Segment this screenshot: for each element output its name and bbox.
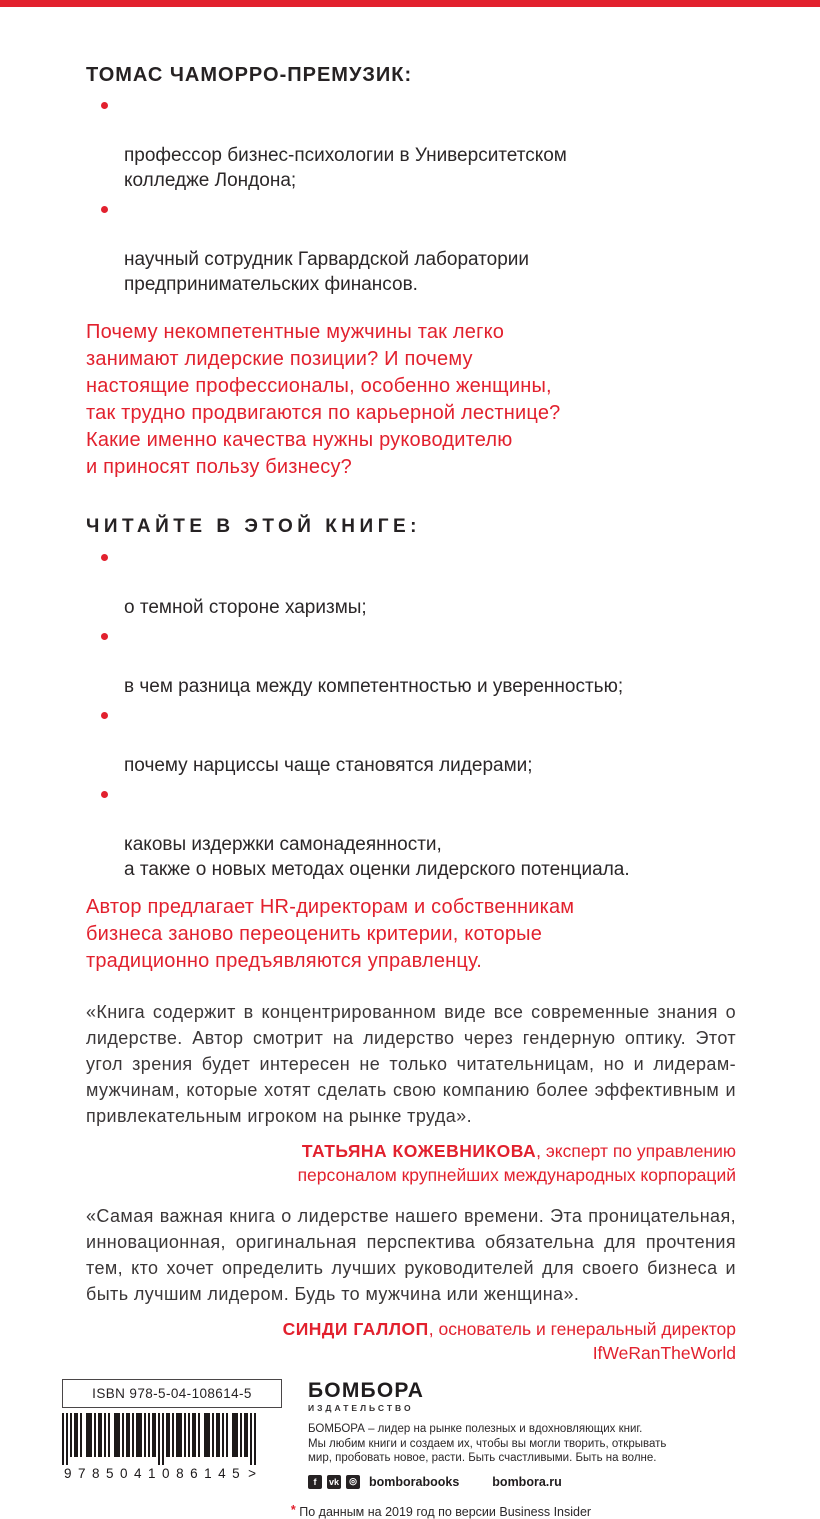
author-bullet-text: научный сотрудник Гарвардской лаборатории предпринимательских финансов. (124, 249, 530, 295)
publisher-description: БОМБОРА – лидер на рынке полезных и вдохновляющих книг. Мы любим книги и создаем их, чтобы вы могли творить, открывать мир, пробовать новое, расти. Быть счастливыми. Быть на волне. (308, 1423, 667, 1464)
cover-content (0, 7, 820, 1519)
attribution-name: ТАТЬЯНА КОЖЕВНИКОВА (301, 1141, 537, 1161)
isbn-label: ISBN 978-5-04-108614-5 (62, 1379, 282, 1408)
publisher-logo: БОМБОРА (308, 1379, 425, 1402)
read-bullet-item (86, 545, 736, 620)
social-row (308, 1475, 736, 1489)
read-bullet-item (86, 624, 736, 699)
read-section-heading: ЧИТАЙТЕ В ЭТОЙ КНИГЕ: (86, 516, 421, 537)
read-bullet-text: в чем разница между компетентностью и уверенностью; (124, 676, 624, 697)
quote-text: «Книга содержит в концентрированном виде все современные знания о лидерстве. Автор смотрит на лидерство через гендерную оптику. Этот угол зрения будет интересен не только читательницам, но и лидерам-мужчинам, которые хотят сделать свою компанию более эффективным и привлекательным игроком на рынке труда». (86, 1002, 736, 1126)
bullet-dot-icon (101, 102, 108, 109)
author-name: ТОМАС ЧАМОРРО-ПРЕМУЗИК: (86, 64, 413, 86)
author-bullet-item (86, 197, 736, 297)
website-url: bombora.ru (492, 1474, 562, 1489)
bullet-dot-icon (101, 633, 108, 640)
red-callout: Автор предлагает HR-директорам и собственникам бизнеса заново переоценить критерии, которые традиционно предъявляются управленцу. (86, 896, 575, 972)
read-bullet-item (86, 703, 736, 778)
footnote-text: По данным на 2019 год по версии Business Insider (295, 1504, 592, 1519)
barcode-digits (62, 1466, 282, 1481)
top-accent-bar (0, 0, 820, 7)
quote-attribution (86, 1317, 736, 1365)
author-bullet-item (86, 93, 736, 193)
footnote (86, 1503, 736, 1519)
attribution-name: СИНДИ ГАЛЛОП (282, 1319, 429, 1339)
barcode-image (62, 1413, 262, 1465)
publisher-info (308, 1379, 736, 1489)
bullet-dot-icon (101, 206, 108, 213)
instagram-icon: ◎ (346, 1475, 360, 1489)
intro-question: Почему некомпетентные мужчины так легко занимают лидерские позиции? И почему настоящие профессионалы, особенно женщины, так трудно продвигаются по карьерной лестнице? Какие именно качества нужны руководителю и приносят пользу бизнесу? (86, 321, 561, 478)
social-handle: bomborabooks (369, 1474, 460, 1489)
quote-attribution (86, 1139, 736, 1187)
read-bullet-list (86, 545, 736, 882)
bullet-dot-icon (101, 791, 108, 798)
publisher-tagline: ИЗДАТЕЛЬСТВО (308, 1403, 414, 1413)
publisher-block (62, 1379, 736, 1489)
footnote-marker: * (290, 1502, 296, 1517)
bullet-dot-icon (101, 712, 108, 719)
bullet-dot-icon (101, 554, 108, 561)
read-bullet-text: о темной стороне харизмы; (124, 597, 367, 618)
facebook-icon: f (308, 1475, 322, 1489)
attribution-role: , основатель и генеральный директор IfWeRanTheWorld (428, 1319, 736, 1363)
read-bullet-text: каковы издержки самонадеянности, а также о новых методах оценки лидерского потенциала. (124, 834, 630, 880)
read-bullet-text: почему нарциссы чаще становятся лидерами; (124, 755, 533, 776)
read-bullet-item (86, 782, 736, 882)
author-bullet-list (86, 93, 736, 297)
barcode-number: 9785041086145 (64, 1466, 247, 1481)
barcode-suffix: > (248, 1466, 256, 1481)
attribution-role: , эксперт по управлению персоналом крупнейших международных корпораций (297, 1141, 736, 1185)
quote-text: «Самая важная книга о лидерстве нашего времени. Эта проницательная, инновационная, оригинальная перспектива обязательна для прочтения тем, кто хочет определить лучших руководителей для своего бизнеса и быть лучшим лидером. Будь то мужчина или женщина». (86, 1206, 736, 1304)
vk-icon: vk (328, 1476, 339, 1487)
isbn-column (62, 1379, 282, 1489)
author-bullet-text: профессор бизнес-психологии в Университетском колледже Лондона; (124, 145, 567, 191)
